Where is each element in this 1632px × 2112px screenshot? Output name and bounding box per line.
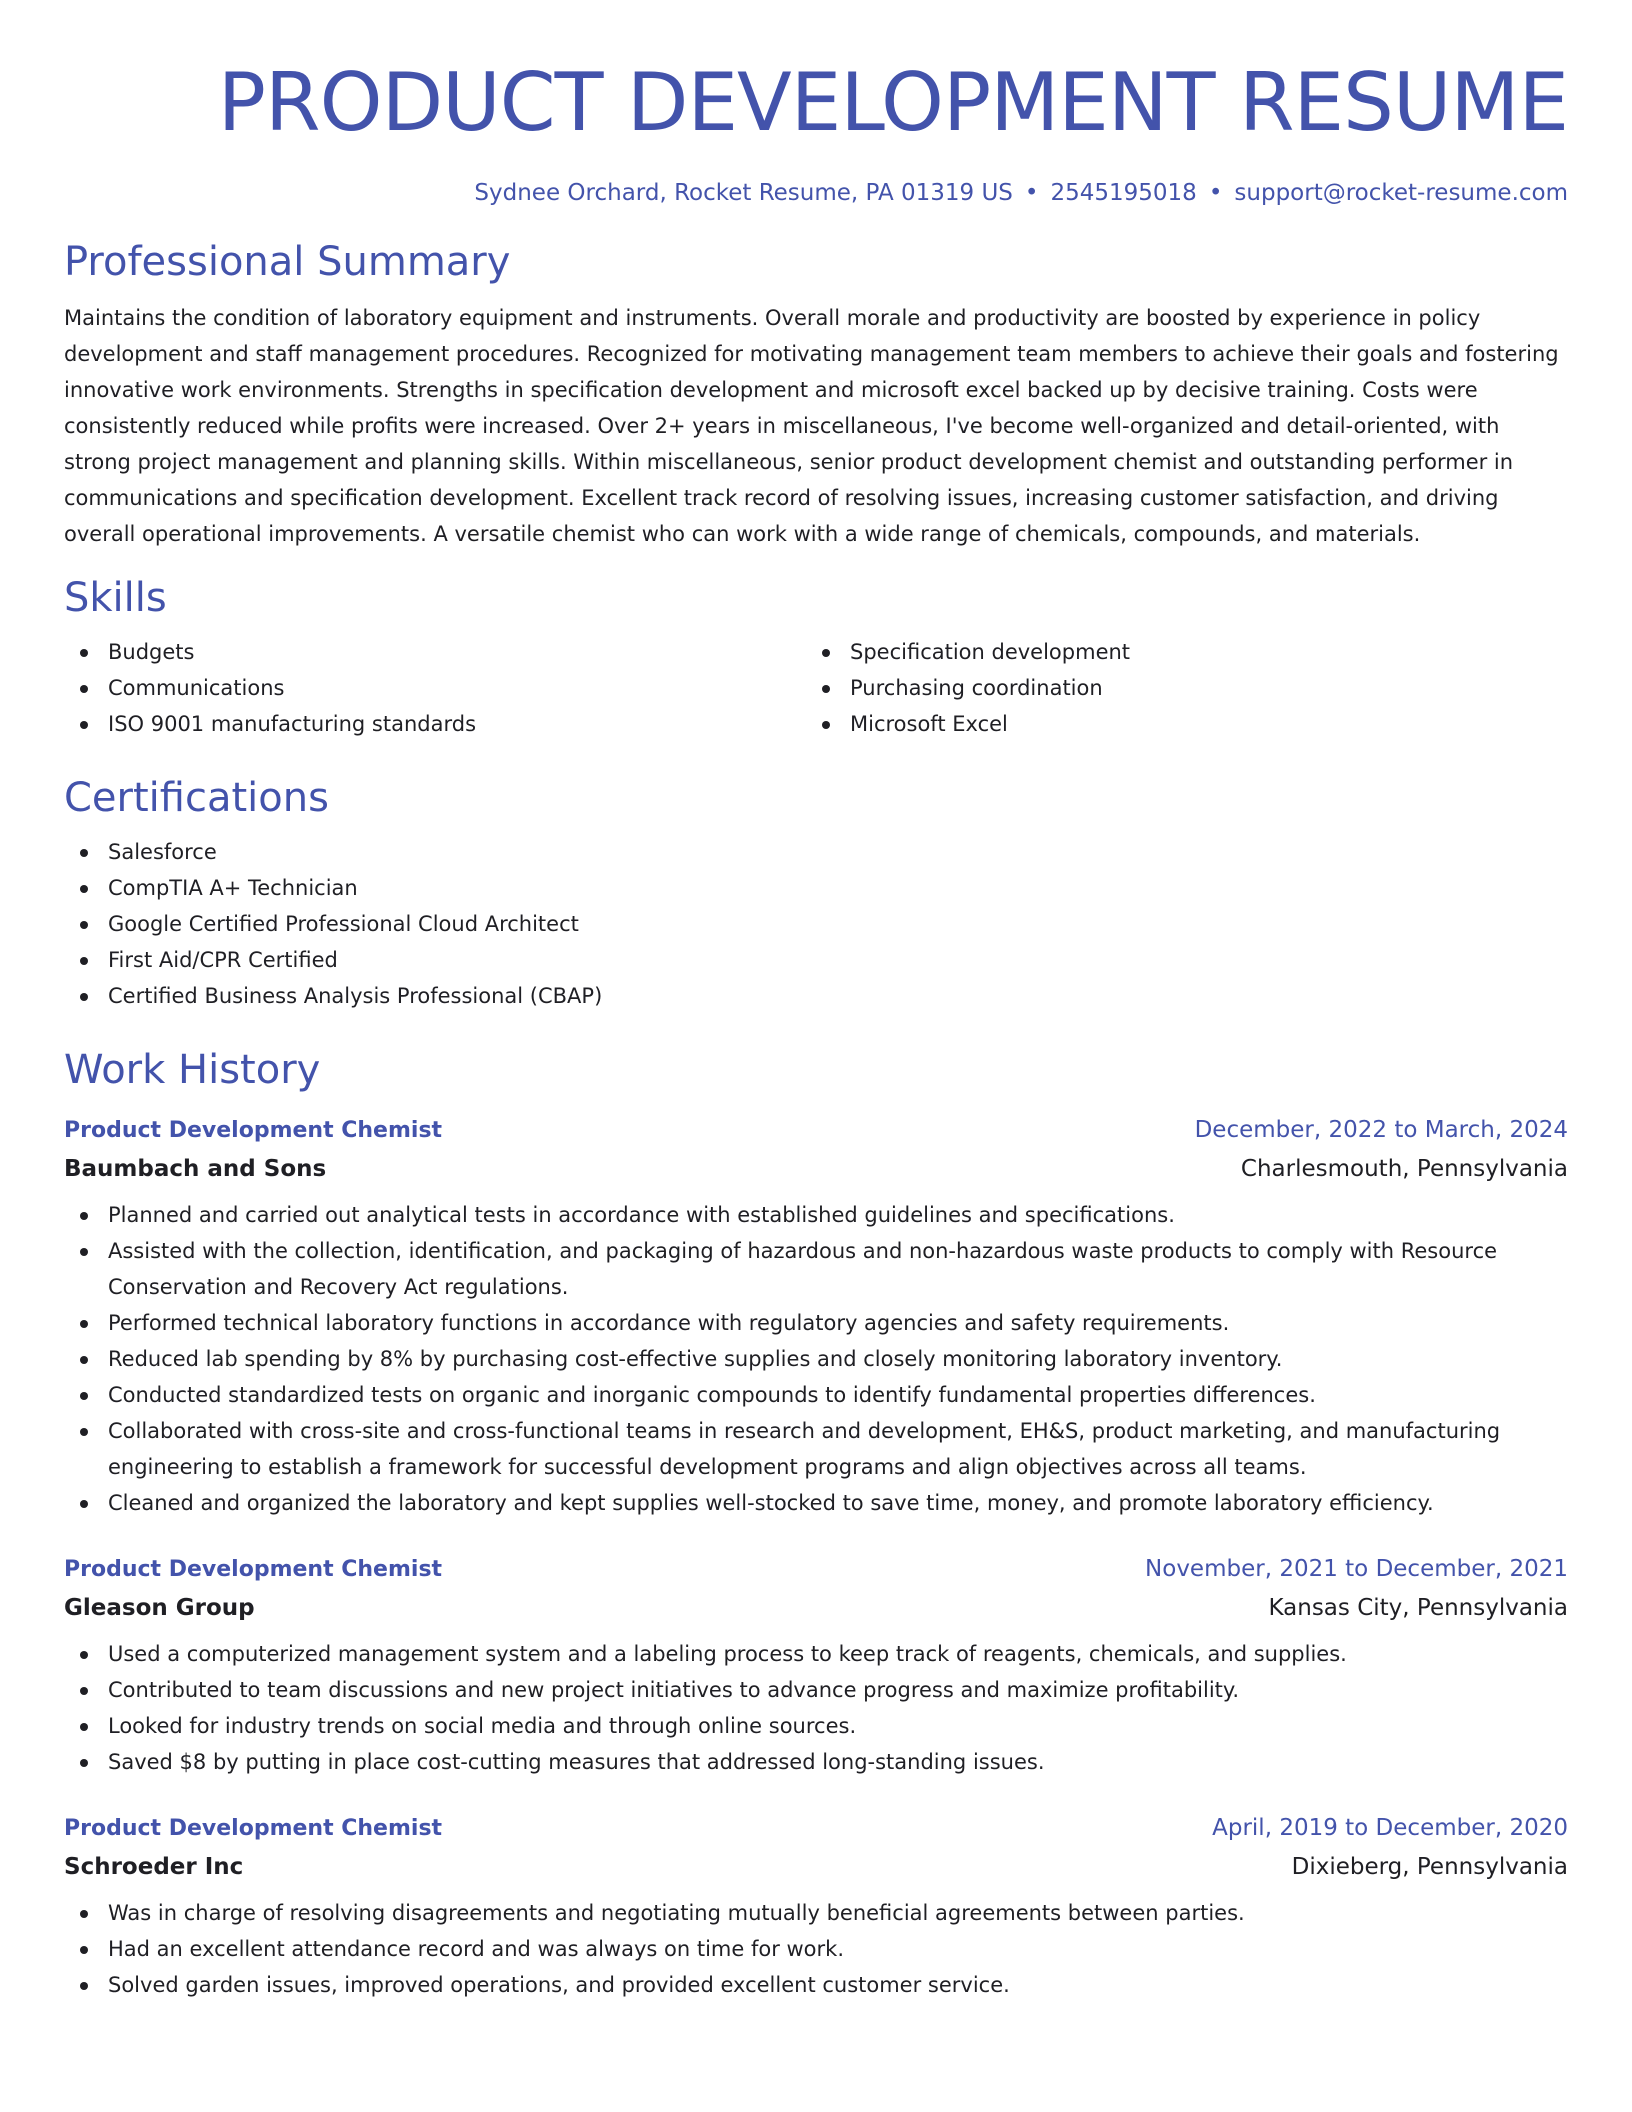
job-bullet: Planned and carried out analytical tests in accordance with established guidelines and specifications. (64, 1197, 1568, 1233)
job-title-row (64, 1810, 1568, 1847)
job-dates: November, 2021 to December, 2021 (1145, 1556, 1568, 1582)
work-history-heading: Work History (64, 1047, 321, 1093)
certification-item: CompTIA A+ Technician (64, 870, 1568, 906)
contact-phone: 2545195018 (1050, 180, 1197, 206)
job-title-row (64, 1551, 1568, 1588)
job-entry (64, 1551, 1568, 1780)
job-bullet: Was in charge of resolving disagreements and negotiating mutually beneficial agreements between parties. (64, 1895, 1568, 1931)
skills-grid (64, 634, 1568, 742)
job-bullet: Saved $8 by putting in place cost-cutting measures that addressed long-standing issues. (64, 1744, 1568, 1780)
job-bullet: Contributed to team discussions and new project initiatives to advance progress and maximize profitability. (64, 1672, 1568, 1708)
skill-item: Purchasing coordination (806, 670, 1548, 706)
certification-item: Google Certified Professional Cloud Architect (64, 906, 1568, 942)
job-bullet: Collaborated with cross-site and cross-functional teams in research and development, EH&S, product marketing, and manufacturing engineering to establish a framework for successful development programs and align objectives across all teams. (64, 1413, 1568, 1485)
job-company-row (64, 1588, 1568, 1628)
contact-address: Sydnee Orchard, Rocket Resume, PA 01319 US (474, 180, 1013, 206)
skills-right-column (806, 634, 1548, 742)
summary-text: Maintains the condition of laboratory equipment and instruments. Overall morale and productivity are boosted by experience in policy development and staff management procedures. Recognized for motivating management team members to achieve their goals and fostering innovative work environments. Strengths in specification development and microsoft excel backed up by decisive training. Costs were consistently reduced while profits were increased. Over 2+ years in miscellaneous, I've become well-organized and detail-oriented, with strong project management and planning skills. Within miscellaneous, senior product development chemist and outstanding performer in communications and specification development. Excellent track record of resolving issues, increasing customer satisfaction, and driving overall operational improvements. A versatile chemist who can work with a wide range of chemicals, compounds, and materials. (64, 306, 1559, 546)
contact-separator: • (1208, 180, 1223, 206)
job-bullet-list (64, 1197, 1568, 1521)
job-dates: December, 2022 to March, 2024 (1194, 1117, 1568, 1143)
job-bullet: Had an excellent attendance record and was always on time for work. (64, 1931, 1568, 1967)
job-bullet: Cleaned and organized the laboratory and kept supplies well-stocked to save time, money, and promote laboratory efficiency. (64, 1485, 1568, 1521)
job-company-row (64, 1847, 1568, 1887)
certifications-heading: Certifications (64, 775, 329, 821)
job-entry (64, 1810, 1568, 2003)
job-title: Product Development Chemist (64, 1816, 443, 1841)
resume-title: PRODUCT DEVELOPMENT RESUME (217, 56, 1568, 149)
job-dates: April, 2019 to December, 2020 (1212, 1815, 1568, 1841)
job-title: Product Development Chemist (64, 1557, 443, 1582)
summary-heading: Professional Summary (64, 239, 511, 285)
skill-item: Specification development (806, 634, 1548, 670)
job-bullet: Assisted with the collection, identification, and packaging of hazardous and non-hazardous waste products to comply with Resource Conservation and Recovery Act regulations. (64, 1233, 1568, 1305)
job-bullet: Looked for industry trends on social media and through online sources. (64, 1708, 1568, 1744)
contact-separator: • (1024, 180, 1039, 206)
skills-left-column (64, 634, 806, 742)
contact-email: support@rocket-resume.com (1234, 180, 1568, 206)
job-title: Product Development Chemist (64, 1118, 443, 1143)
job-location: Dixieberg, Pennsylvania (1291, 1854, 1568, 1880)
contact-line (64, 178, 1568, 208)
job-bullet: Conducted standardized tests on organic and inorganic compounds to identify fundamental properties differences. (64, 1377, 1568, 1413)
skills-heading: Skills (64, 575, 167, 621)
job-company: Baumbach and Sons (64, 1156, 327, 1182)
job-bullet: Reduced lab spending by 8% by purchasing cost-effective supplies and closely monitoring laboratory inventory. (64, 1341, 1568, 1377)
job-location: Charlesmouth, Pennsylvania (1240, 1156, 1568, 1182)
certification-item: Certified Business Analysis Professional (CBAP) (64, 978, 1568, 1014)
job-location: Kansas City, Pennsylvania (1268, 1595, 1568, 1621)
job-title-row (64, 1112, 1568, 1149)
skill-item: Communications (64, 670, 806, 706)
job-bullet: Performed technical laboratory functions in accordance with regulatory agencies and safety requirements. (64, 1305, 1568, 1341)
skill-item: Microsoft Excel (806, 706, 1548, 742)
certification-item: First Aid/CPR Certified (64, 942, 1568, 978)
resume-page (64, 0, 1568, 2003)
certifications-list (64, 834, 1568, 1014)
job-entry (64, 1112, 1568, 1521)
job-bullet: Solved garden issues, improved operations, and provided excellent customer service. (64, 1967, 1568, 2003)
job-company: Gleason Group (64, 1595, 255, 1621)
job-bullet: Used a computerized management system and a labeling process to keep track of reagents, chemicals, and supplies. (64, 1636, 1568, 1672)
job-bullet-list (64, 1636, 1568, 1780)
job-company: Schroeder Inc (64, 1854, 244, 1880)
certification-item: Salesforce (64, 834, 1568, 870)
job-bullet-list (64, 1895, 1568, 2003)
skill-item: ISO 9001 manufacturing standards (64, 706, 806, 742)
job-company-row (64, 1149, 1568, 1189)
skill-item: Budgets (64, 634, 806, 670)
